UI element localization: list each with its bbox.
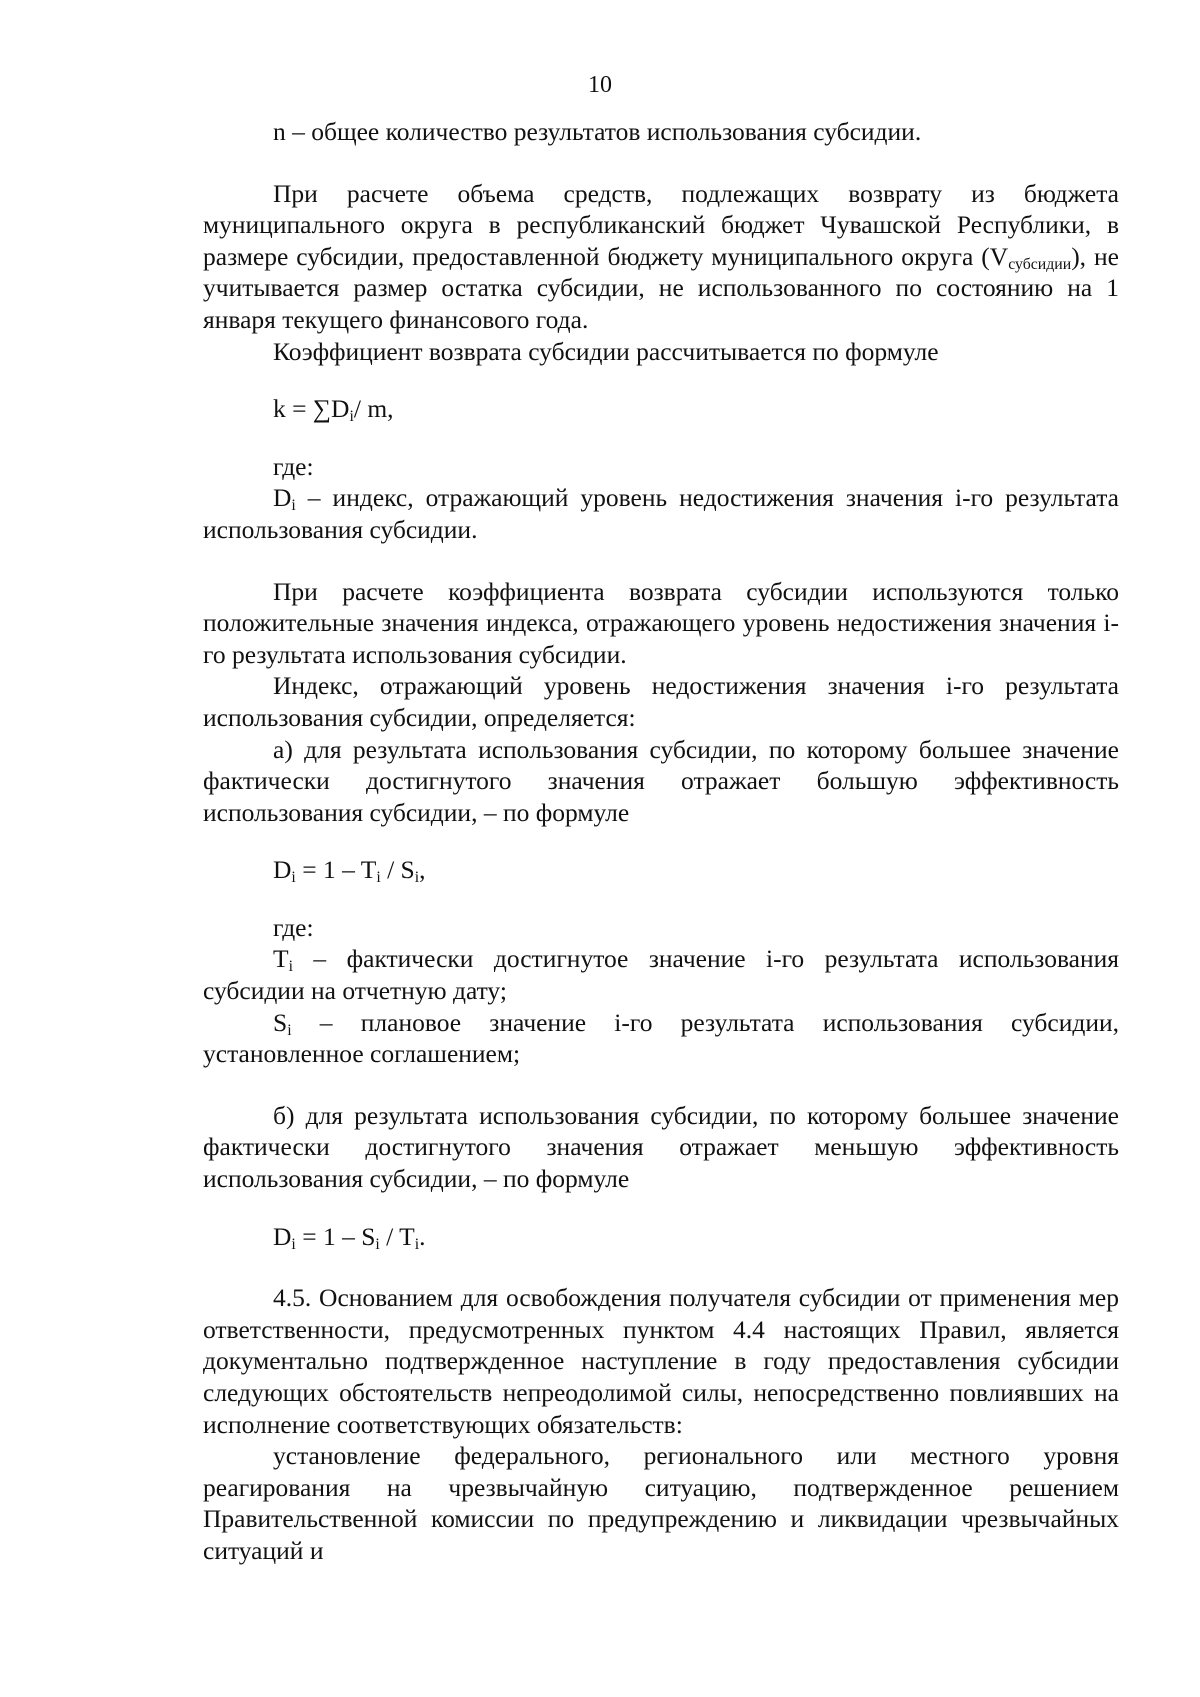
formula-a: $D_i = 1 - T_i / S_i$, (273, 855, 426, 887)
where-label: где: (273, 451, 314, 481)
paragraph-4-5: 4.5. Основанием для освобождения получателя субсидии от применения мер ответственности, предусмотренных пунктом 4.4 настоящих Правил, является документально подтвержденное наступление в году предоставления субсидии следующих обстоятельств непреодолимой силы, непосредственно повлиявших на исполнение соответствующих обязательств: (203, 1283, 1119, 1439)
paragraph-case-b: б) для результата использования субсидии, по которому большее значение фактически достигнутого значения отражает меньшую эффективность использования субсидии, – по формуле (203, 1100, 1119, 1194)
paragraph-return-volume: При расчете объема средств, подлежащих возврату из бюджета муниципального округа в республиканский бюджет Чувашской Республики, в размере субсидии, предоставленной бюджету муниципального округа $(V_{субсидии})$, не учитывается размер остатка субсидии, не использованного по состоянию на 1 января текущего финансового года. (203, 178, 1119, 334)
paragraph-coefficient-intro: Коэффициент возврата субсидии рассчитывается по формуле (273, 336, 939, 366)
paragraph-case-a: а) для результата использования субсидии, по которому большее значение фактически достигнутого значения отражает большую эффективность использования субсидии, – по формуле (203, 734, 1119, 827)
document-body (203, 116, 1119, 1567)
paragraph-emergency: установление федерального, регионального или местного уровня реагирования на чрезвычайную ситуацию, подтвержденное решением Правительственной комиссии по предупреждению и ликвидации чрезвычайных ситуаций и (203, 1441, 1119, 1565)
formula-b: $D_i = 1 - S_i / T_i$. (273, 1221, 426, 1253)
paragraph-positive-values: При расчете коэффициента возврата субсидии используются только положительные значения индекса, отражающего уровень недостижения значения i-го результата использования субсидии. (203, 576, 1119, 669)
formula-k: $k = \sum D_i/$ m, (273, 394, 394, 426)
page-number: 10 (588, 72, 612, 98)
paragraph-index-determined: Индекс, отражающий уровень недостижения значения i-го результата использования субсидии, определяется: (203, 671, 1119, 732)
di-definition: $D_i$ – индекс, отражающий уровень недостижения значения i-го результата использования субсидии. (203, 483, 1119, 544)
n-definition: n – общее количество результатов использования субсидии. (273, 117, 922, 146)
ti-definition: $T_i$ – фактически достигнутое значение i-го результата использования субсидии на отчетную дату; (203, 944, 1119, 1006)
where-label-2: где: (273, 912, 314, 942)
si-definition: $S_i$ – плановое значение i-го результата использования субсидии, установленное соглашением; (203, 1007, 1119, 1069)
